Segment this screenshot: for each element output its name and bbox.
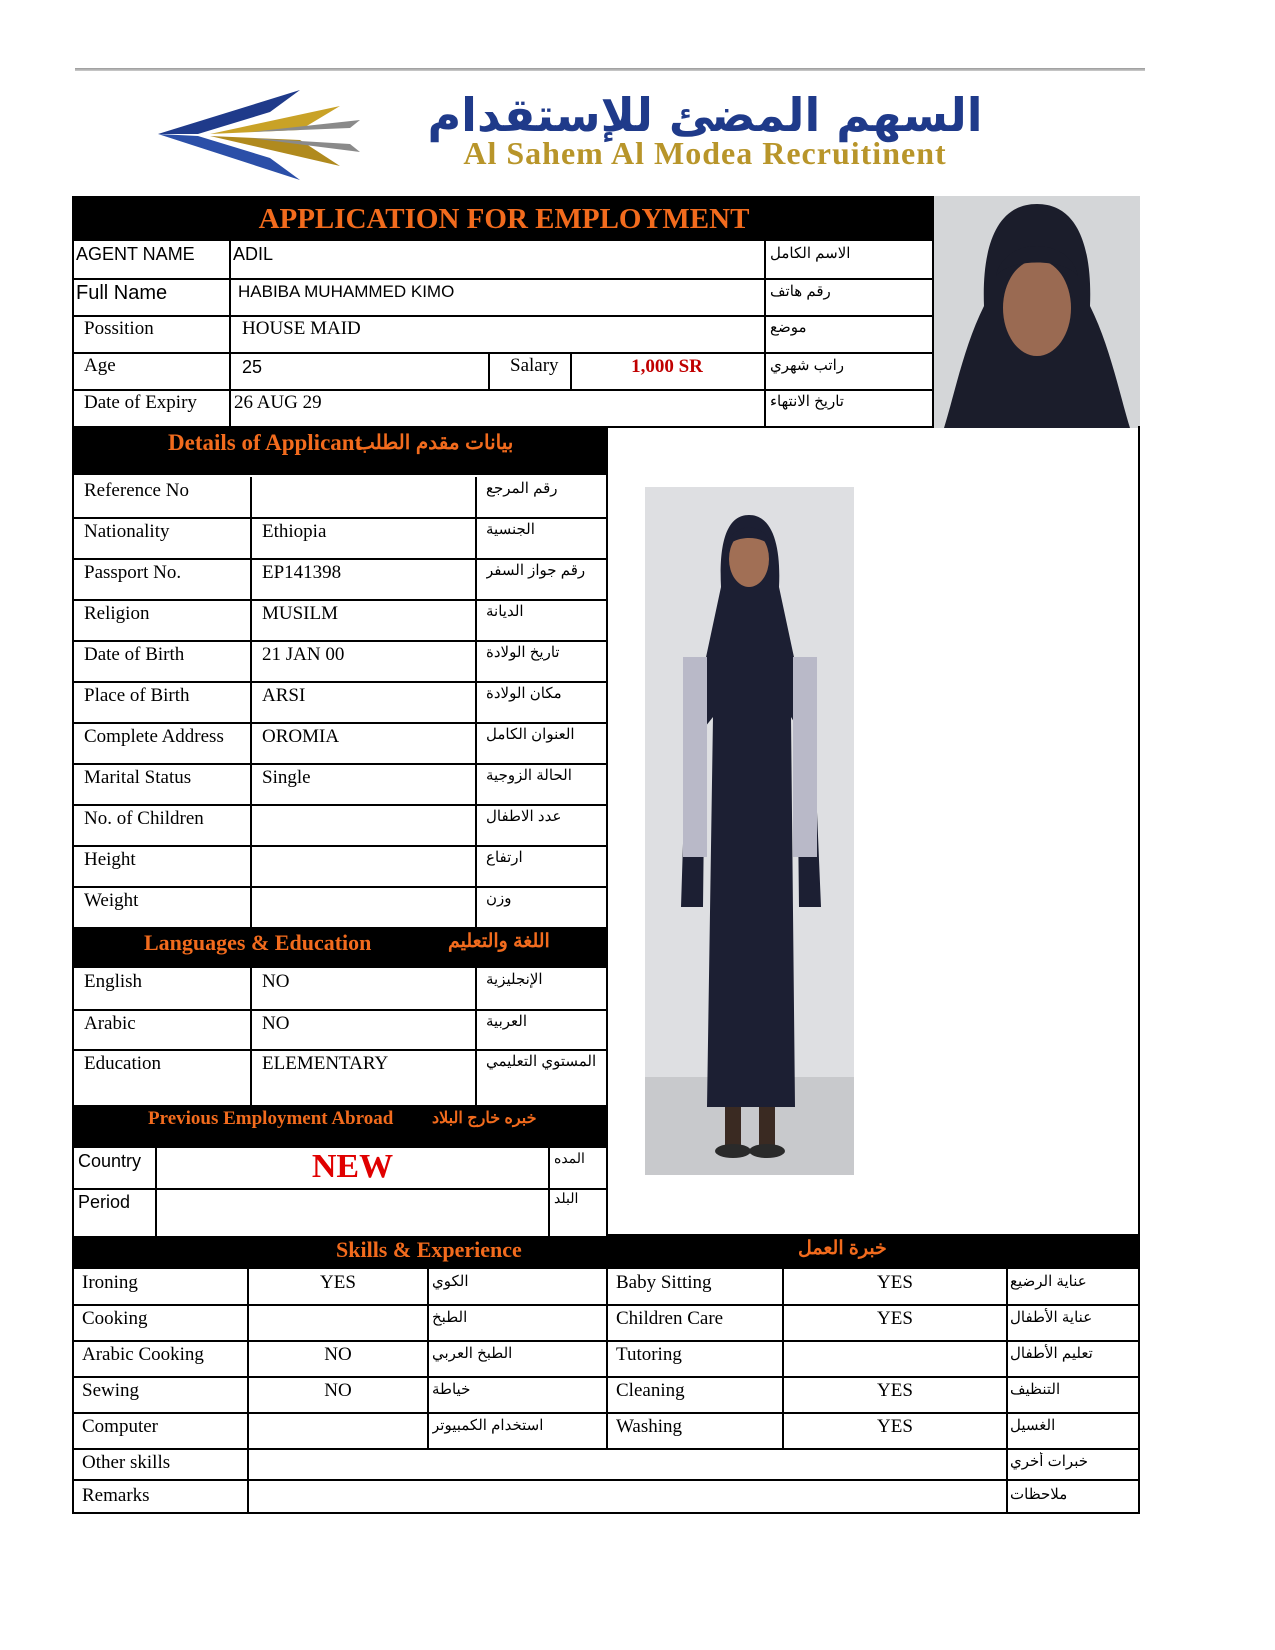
col-divider xyxy=(229,241,231,426)
language-row-value: NO xyxy=(262,1013,290,1034)
agent-name-value: ADIL xyxy=(233,244,274,264)
skill-value: YES xyxy=(877,1272,913,1293)
row-divider xyxy=(72,1049,606,1051)
salary-arabic: راتب شهري xyxy=(770,357,844,374)
details-row-label: Religion xyxy=(84,603,150,624)
skill-label: Ironing xyxy=(82,1272,138,1293)
row-divider xyxy=(72,1188,606,1190)
languages-header-en: Languages & Education xyxy=(144,930,372,955)
details-row-label: Date of Birth xyxy=(84,644,185,665)
col-divider xyxy=(155,1146,157,1236)
col-divider xyxy=(250,968,252,1105)
skill-arabic: عناية الأطفال xyxy=(1010,1309,1093,1326)
agent-name-label: AGENT NAME xyxy=(76,244,195,264)
details-row-label: Passport No. xyxy=(84,562,182,583)
full-name-value: HABIBA MUHAMMED KIMO xyxy=(238,282,455,301)
details-row-value: OROMIA xyxy=(262,726,340,747)
language-row-value: ELEMENTARY xyxy=(262,1053,389,1074)
other-skills-arabic: خبرات أخري xyxy=(1010,1453,1088,1470)
language-row-arabic: المستوي التعليمي xyxy=(486,1053,597,1070)
skill-value: YES xyxy=(877,1308,913,1329)
col-divider xyxy=(475,968,477,1105)
details-row-arabic: العنوان الكامل xyxy=(486,726,575,743)
details-row-label: Complete Address xyxy=(84,726,224,747)
skill-label: Children Care xyxy=(616,1308,724,1329)
details-row-arabic: وزن xyxy=(486,890,512,907)
col-divider xyxy=(606,428,608,1248)
language-row-label: English xyxy=(84,971,143,992)
row-divider xyxy=(72,1009,606,1011)
skill-label: Cooking xyxy=(82,1308,148,1329)
remarks-label: Remarks xyxy=(82,1485,150,1506)
age-value: 25 xyxy=(242,357,263,377)
row-divider xyxy=(72,389,934,391)
col-divider xyxy=(606,1269,608,1449)
row-divider xyxy=(72,640,606,642)
language-row-label: Arabic xyxy=(84,1013,136,1034)
col-divider xyxy=(782,1269,784,1449)
country-arabic: المده xyxy=(554,1150,585,1166)
details-row-arabic: الحالة الزوجية xyxy=(486,767,572,784)
form-border-top xyxy=(72,196,934,198)
details-row-value: EP141398 xyxy=(262,562,342,583)
details-header-bar xyxy=(74,428,606,475)
skills-header-ar: خبرة العمل xyxy=(798,1238,887,1259)
skill-arabic: استخدام الكمبيوتر xyxy=(432,1417,544,1434)
headshot-image-icon xyxy=(934,196,1140,428)
skills-header-en: Skills & Experience xyxy=(336,1237,522,1262)
skill-value: YES xyxy=(320,1272,356,1293)
col-divider xyxy=(250,477,252,928)
period-label: Period xyxy=(78,1192,131,1212)
details-row-value: MUSILM xyxy=(262,603,339,624)
details-row-label: Reference No xyxy=(84,480,189,501)
salary-value: 1,000 SR xyxy=(631,356,703,377)
expiry-arabic: تاريخ الانتهاء xyxy=(770,393,844,410)
col-divider xyxy=(764,241,766,426)
row-divider xyxy=(72,278,934,280)
details-row-label: No. of Children xyxy=(84,808,204,829)
position-arabic: موضع xyxy=(770,319,807,336)
form-border-left xyxy=(72,196,74,1514)
details-row-arabic: ارتفاع xyxy=(486,849,523,866)
row-divider xyxy=(72,599,606,601)
skill-value: YES xyxy=(877,1380,913,1401)
skill-arabic: الطبخ العربي xyxy=(432,1345,513,1362)
col-divider xyxy=(427,1269,429,1449)
form-title-bar xyxy=(74,198,934,241)
logo-english-text: Al Sahem Al Modea Recruitinent xyxy=(463,135,947,171)
position-label: Possition xyxy=(84,318,154,339)
skill-label: Tutoring xyxy=(616,1344,682,1365)
agent-name-arabic: الاسم الكامل xyxy=(770,245,851,262)
skill-label: Cleaning xyxy=(616,1380,685,1401)
skill-arabic: عناية الرضيع xyxy=(1010,1273,1087,1290)
full-name-label: Full Name xyxy=(76,282,168,304)
skill-arabic: خياطة xyxy=(432,1381,471,1398)
languages-header-bar xyxy=(74,928,606,968)
full-name-arabic: رقم هاتف xyxy=(770,283,831,300)
language-row-arabic: الإنجليزية xyxy=(486,971,543,988)
skill-label: Washing xyxy=(616,1416,683,1437)
col-divider xyxy=(475,477,477,928)
form-title: APPLICATION FOR EMPLOYMENT xyxy=(258,203,750,235)
details-row-arabic: الجنسية xyxy=(486,521,535,538)
languages-header-ar: اللغة والتعليم xyxy=(448,931,550,952)
col-divider xyxy=(247,1269,249,1512)
details-header-ar: بيانات مقدم الطلب xyxy=(356,432,514,454)
age-label: Age xyxy=(84,355,116,376)
row-divider xyxy=(72,1479,1140,1481)
skill-arabic: الغسيل xyxy=(1010,1417,1056,1434)
row-divider xyxy=(72,681,606,683)
applicant-headshot xyxy=(934,196,1140,428)
col-divider xyxy=(1006,1269,1008,1512)
language-row-label: Education xyxy=(84,1053,162,1074)
arrow-logo-icon xyxy=(150,82,370,192)
full-body-image-icon xyxy=(645,487,854,1175)
logo-divider xyxy=(75,68,1145,71)
form-border-right xyxy=(1138,426,1140,1236)
remarks-arabic: ملاحظات xyxy=(1010,1486,1068,1503)
skill-label: Sewing xyxy=(82,1380,139,1401)
previous-header-en: Previous Employment Abroad xyxy=(148,1108,394,1129)
logo-arabic-text: السهم المضئ للإستقدام xyxy=(427,88,983,142)
col-divider xyxy=(488,352,490,389)
row-divider xyxy=(72,804,606,806)
row-divider xyxy=(72,352,934,354)
details-row-arabic: عدد الاطفال xyxy=(486,808,562,825)
row-divider xyxy=(72,763,606,765)
skill-arabic: التنظيف xyxy=(1010,1381,1061,1398)
details-row-value: 21 JAN 00 xyxy=(262,644,345,665)
skill-value: YES xyxy=(877,1416,913,1437)
language-row-arabic: العربية xyxy=(486,1013,527,1030)
row-divider xyxy=(72,517,606,519)
details-row-value: ARSI xyxy=(262,685,306,706)
previous-country-value: NEW xyxy=(311,1148,394,1185)
row-divider xyxy=(72,886,606,888)
skill-value: NO xyxy=(324,1344,352,1365)
expiry-label: Date of Expiry xyxy=(84,392,197,413)
details-row-arabic: مكان الولادة xyxy=(486,685,562,702)
period-arabic: البلد xyxy=(554,1190,579,1206)
previous-header-ar: خبره خارج البلاد xyxy=(432,1110,537,1127)
details-row-arabic: تاريخ الولادة xyxy=(486,644,560,661)
skill-label: Baby Sitting xyxy=(616,1272,712,1293)
row-divider xyxy=(72,845,606,847)
skill-value: NO xyxy=(324,1380,352,1401)
skill-arabic: الطبخ xyxy=(432,1309,468,1326)
details-row-arabic: الديانة xyxy=(486,603,524,620)
position-value: HOUSE MAID xyxy=(242,318,361,339)
applicant-full-photo xyxy=(645,487,854,1175)
skill-label: Arabic Cooking xyxy=(82,1344,204,1365)
row-divider xyxy=(72,558,606,560)
details-row-value: Ethiopia xyxy=(262,521,327,542)
details-row-arabic: رقم جواز السفر xyxy=(486,562,586,579)
details-row-label: Nationality xyxy=(84,521,170,542)
salary-label: Salary xyxy=(510,355,559,376)
language-row-value: NO xyxy=(262,971,290,992)
details-row-label: Height xyxy=(84,849,136,870)
row-divider xyxy=(72,722,606,724)
form-border-bottom xyxy=(72,1512,1140,1514)
details-row-arabic: رقم المرجع xyxy=(486,480,558,497)
country-label: Country xyxy=(78,1151,142,1171)
skill-arabic: الكوي xyxy=(432,1273,469,1290)
details-row-label: Weight xyxy=(84,890,139,911)
col-divider xyxy=(548,1146,550,1236)
skill-arabic: تعليم الأطفال xyxy=(1010,1345,1093,1362)
previous-header-bar xyxy=(74,1105,606,1146)
skill-label: Computer xyxy=(82,1416,158,1437)
row-divider xyxy=(72,315,934,317)
skills-header-bar xyxy=(74,1236,1140,1269)
form-border-right xyxy=(1138,1236,1140,1514)
details-row-value: Single xyxy=(262,767,311,788)
details-row-label: Place of Birth xyxy=(84,685,190,706)
other-skills-label: Other skills xyxy=(82,1452,171,1473)
details-row-label: Marital Status xyxy=(84,767,192,788)
expiry-value: 26 AUG 29 xyxy=(234,392,322,413)
details-header-en: Details of Applicant xyxy=(168,430,363,455)
